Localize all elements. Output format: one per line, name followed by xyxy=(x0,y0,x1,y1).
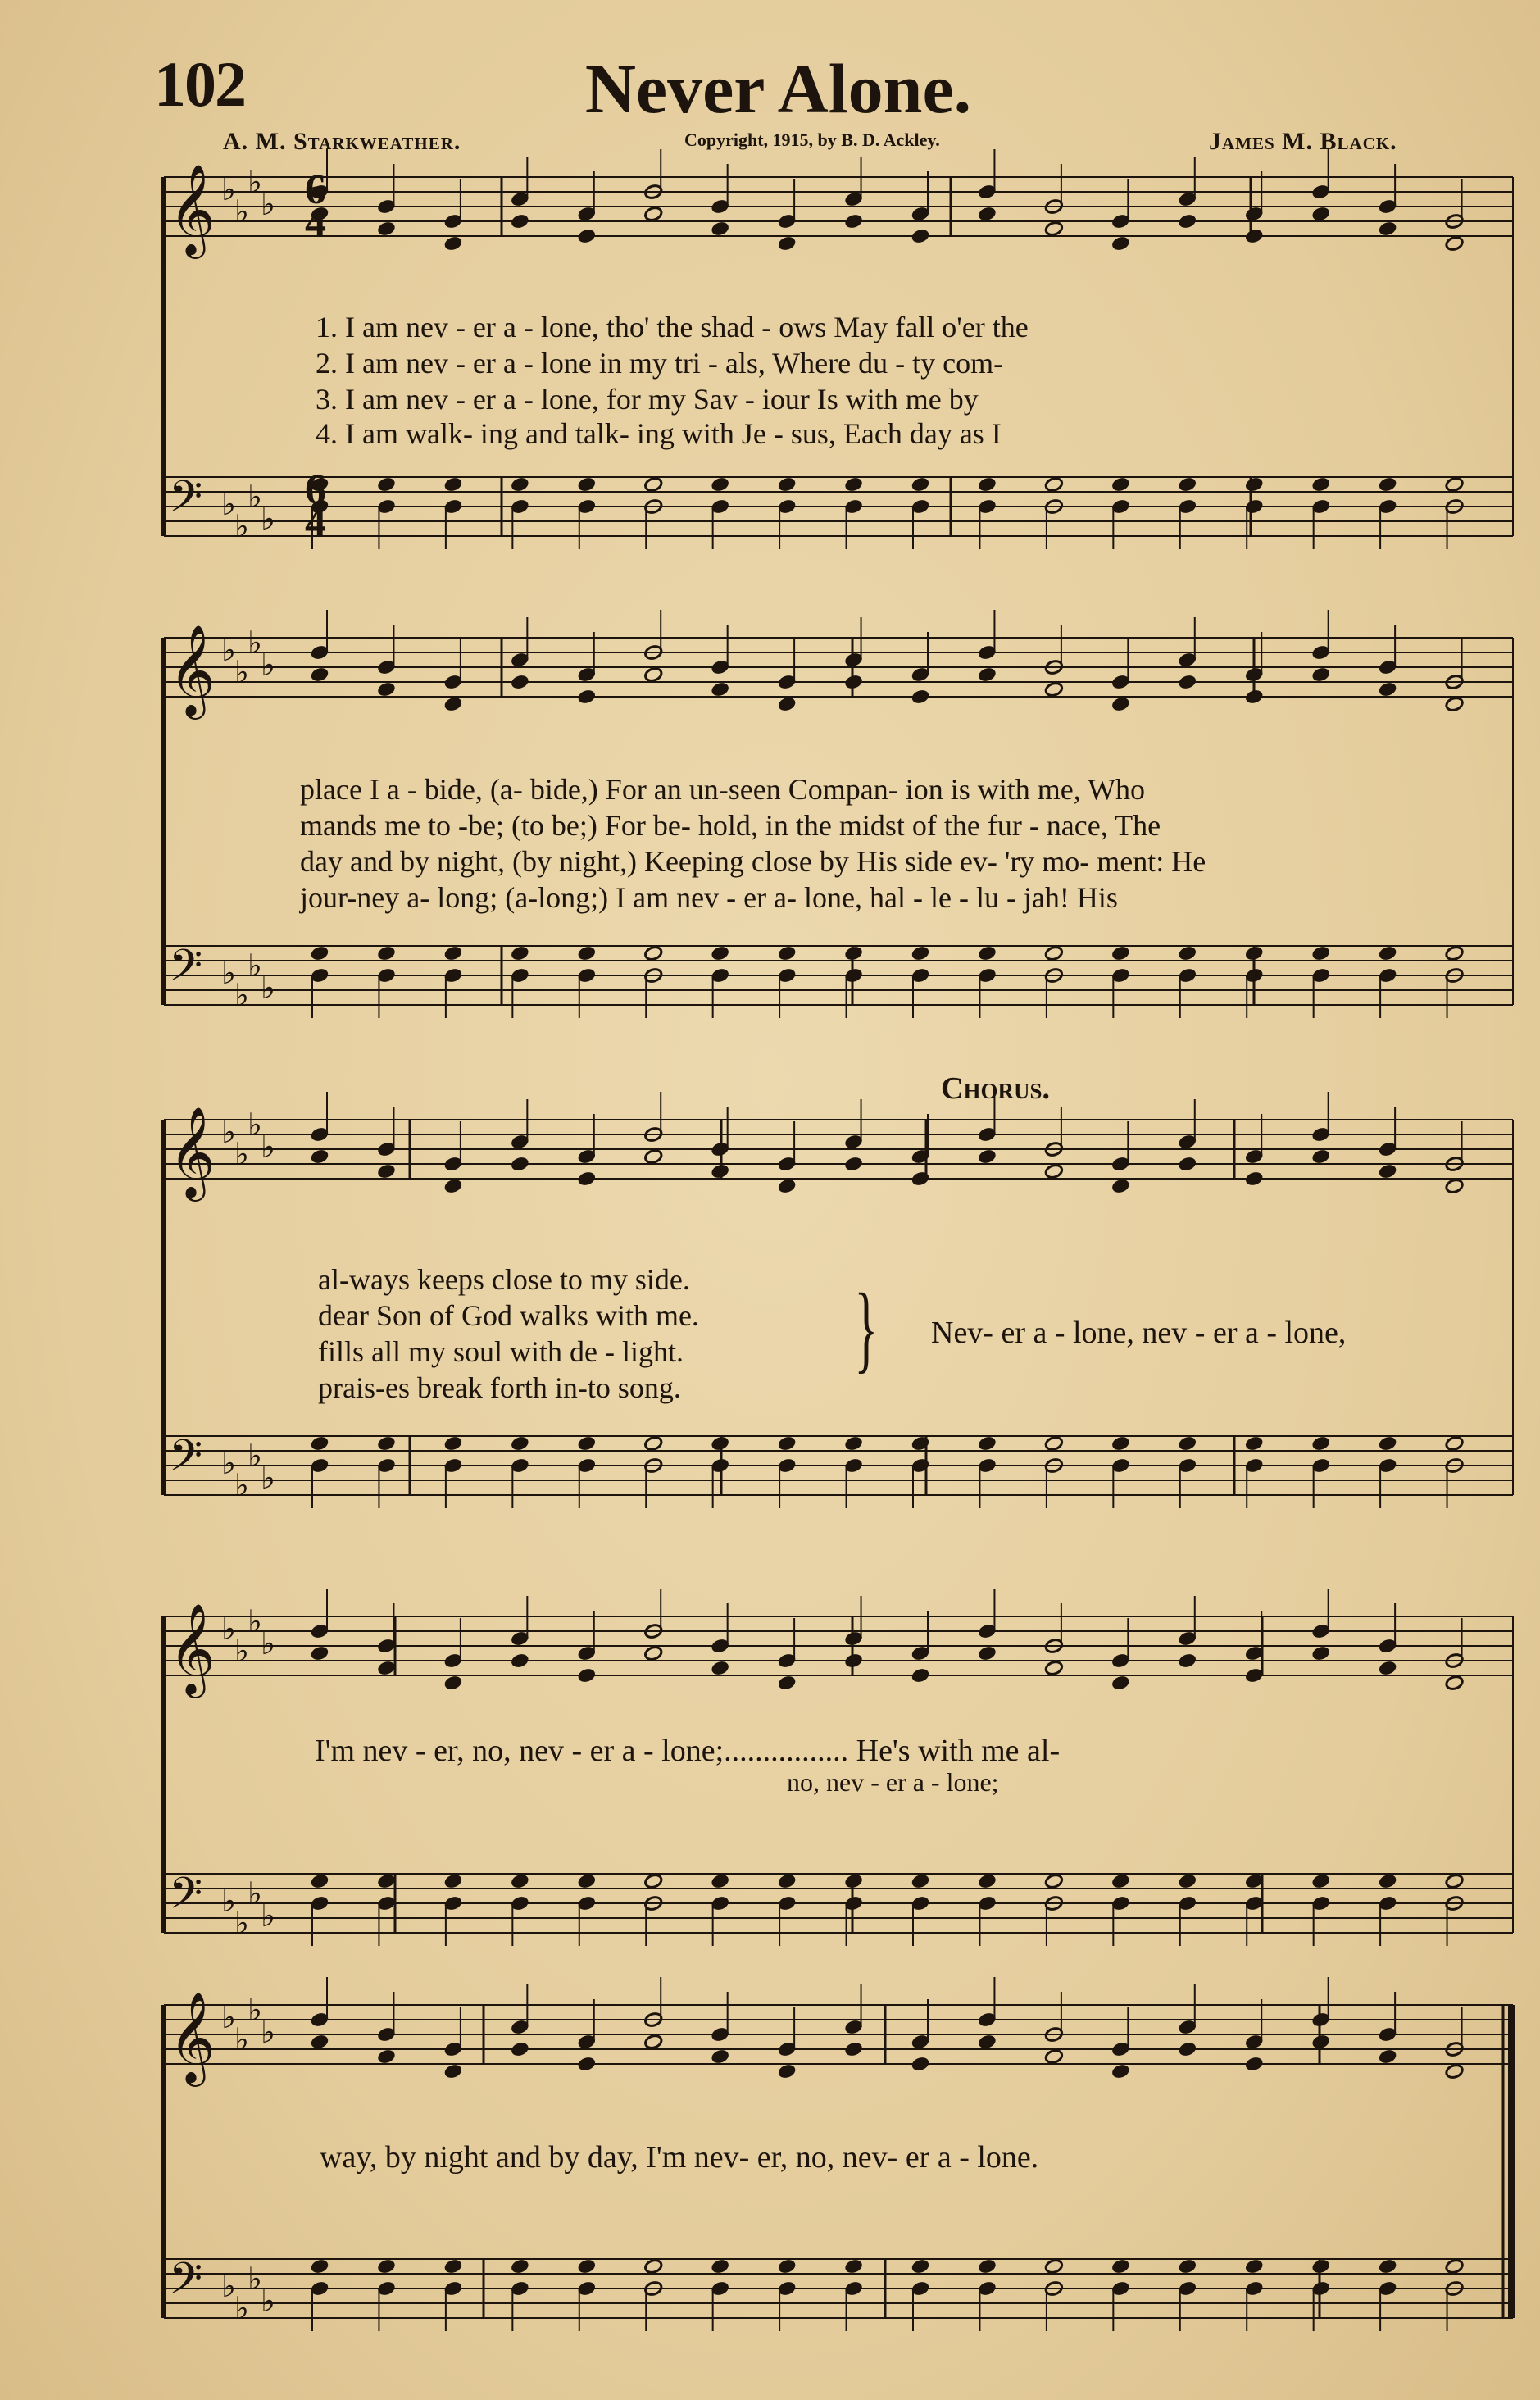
note-head xyxy=(1244,689,1264,705)
note-head xyxy=(1178,945,1197,961)
note-head xyxy=(1244,476,1264,493)
note-head xyxy=(911,228,930,244)
chorus-line-2-alto: no, nev - er a - lone; xyxy=(787,1767,999,1797)
flat-icon: ♭ xyxy=(234,977,249,1013)
note-head xyxy=(844,1156,864,1172)
flat-icon: ♭ xyxy=(261,501,275,537)
note-head xyxy=(978,206,997,222)
note-head xyxy=(1044,1163,1064,1180)
note-head xyxy=(511,1873,530,1889)
clef-glyph: 𝄞 xyxy=(169,624,216,716)
note-head xyxy=(310,2034,329,2050)
note-head xyxy=(1378,1660,1397,1676)
flat-icon: ♭ xyxy=(221,2268,236,2304)
note-head xyxy=(1378,2258,1397,2275)
note-head xyxy=(978,2034,997,2050)
note-head xyxy=(1445,476,1465,493)
note-head xyxy=(443,1675,463,1691)
note-head xyxy=(577,945,597,961)
note-head xyxy=(844,2041,864,2057)
note-head xyxy=(377,476,397,493)
note-head xyxy=(911,2056,930,2072)
verse-2-line-3: dear Son of God walks with me. xyxy=(318,1299,699,1332)
verse-1-line-2: place I a - bide, (a- bide,) For an un-seen Compan- ion is with me, Who xyxy=(300,773,1146,806)
note-head xyxy=(1111,696,1131,712)
flat-icon: ♭ xyxy=(221,171,236,207)
note-head xyxy=(711,1873,730,1889)
note-head xyxy=(643,476,663,493)
note-head xyxy=(1111,235,1131,252)
note-head xyxy=(377,220,397,237)
clef-glyph: 𝄢 xyxy=(169,2254,203,2315)
note-head xyxy=(1445,2063,1465,2080)
note-head xyxy=(1244,2056,1264,2072)
note-head xyxy=(1178,1435,1197,1452)
note-head xyxy=(1244,228,1264,244)
flat-icon: ♭ xyxy=(221,955,236,991)
verse-1-line-3: al-ways keeps close to my side. xyxy=(318,1263,690,1296)
note-head xyxy=(1378,476,1397,493)
note-head xyxy=(978,945,997,961)
verse-4-line-1: 4. I am walk- ing and talk- ing with Je - sus, Each day as I xyxy=(316,417,1002,450)
flat-icon: ♭ xyxy=(248,1875,262,1911)
note-head xyxy=(443,476,463,493)
note-head xyxy=(844,213,864,230)
note-head xyxy=(1178,1156,1197,1172)
flat-icon: ♭ xyxy=(261,1625,275,1661)
note-head xyxy=(1178,2041,1197,2057)
note-head xyxy=(577,2056,597,2072)
clef-glyph: 𝄢 xyxy=(169,941,203,1002)
note-head xyxy=(377,1873,397,1889)
note-head xyxy=(1178,213,1197,230)
hymn-number: 102 xyxy=(154,48,245,120)
note-head xyxy=(443,945,463,961)
note-head xyxy=(1378,1163,1397,1180)
note-head xyxy=(1044,1435,1064,1452)
note-head xyxy=(1111,476,1131,493)
chorus-line-2: I'm nev - er, no, nev - er a - lone;................ He's with me al- xyxy=(315,1734,1061,1768)
lyricist-credit: A. M. Starkweather. xyxy=(223,128,461,155)
note-head xyxy=(844,2258,864,2275)
note-head xyxy=(511,674,530,690)
flat-icon: ♭ xyxy=(261,2014,275,2050)
note-head xyxy=(1044,2258,1064,2275)
note-head xyxy=(1178,2258,1197,2275)
clef-glyph: 𝄞 xyxy=(169,1991,216,2083)
note-head xyxy=(1044,2048,1064,2065)
note-head xyxy=(377,1435,397,1452)
note-head xyxy=(1044,1660,1064,1676)
note-head xyxy=(1111,2258,1131,2275)
note-head xyxy=(1445,235,1465,252)
flat-icon: ♭ xyxy=(221,1611,236,1647)
note-head xyxy=(1378,1873,1397,1889)
flat-icon: ♭ xyxy=(261,2283,275,2319)
flat-icon: ♭ xyxy=(248,1107,262,1143)
flat-icon: ♭ xyxy=(234,1136,249,1172)
note-head xyxy=(844,1435,864,1452)
note-head xyxy=(844,945,864,961)
note-head xyxy=(511,213,530,230)
note-head xyxy=(1445,1675,1465,1691)
note-head xyxy=(1445,1178,1465,1194)
note-head xyxy=(1178,1652,1197,1669)
time-sig-bottom: 4 xyxy=(305,199,326,246)
note-head xyxy=(1445,945,1465,961)
note-head xyxy=(777,2063,797,2080)
clef-glyph: 𝄞 xyxy=(169,163,216,255)
verse-1-line-1: 1. I am nev - er a - lone, tho' the shad - ows May fall o'er the xyxy=(316,311,1029,343)
note-head xyxy=(443,235,463,252)
note-head xyxy=(1244,1435,1264,1452)
flat-icon: ♭ xyxy=(221,1445,236,1481)
flat-icon: ♭ xyxy=(248,1603,262,1639)
verse-2-line-1: 2. I am nev - er a - lone in my tri - als, Where du - ty com- xyxy=(316,347,1004,380)
note-head xyxy=(978,2258,997,2275)
note-head xyxy=(844,476,864,493)
note-head xyxy=(844,674,864,690)
note-head xyxy=(643,2034,663,2050)
clef-glyph: 𝄢 xyxy=(169,472,203,533)
note-head xyxy=(1111,1675,1131,1691)
note-head xyxy=(643,1435,663,1452)
clef-glyph: 𝄢 xyxy=(169,1869,203,1930)
note-head xyxy=(310,666,329,683)
note-head xyxy=(577,1435,597,1452)
note-head xyxy=(511,2258,530,2275)
note-head xyxy=(377,945,397,961)
note-head xyxy=(844,1652,864,1669)
note-head xyxy=(577,689,597,705)
note-head xyxy=(711,1660,730,1676)
note-head xyxy=(511,1652,530,1669)
note-head xyxy=(777,1873,797,1889)
note-head xyxy=(443,1435,463,1452)
note-head xyxy=(577,1170,597,1187)
note-head xyxy=(643,945,663,961)
verse-3-line-2: day and by night, (by night,) Keeping close by His side ev- 'ry mo- ment: He xyxy=(300,845,1206,878)
note-head xyxy=(310,1148,329,1165)
clef-glyph: 𝄞 xyxy=(169,1602,216,1694)
note-head xyxy=(1044,220,1064,237)
verse-3-line-1: 3. I am nev - er a - lone, for my Sav - iour Is with me by xyxy=(316,383,979,416)
flat-icon: ♭ xyxy=(234,2290,249,2326)
note-head xyxy=(978,1148,997,1165)
note-head xyxy=(1244,1170,1264,1187)
note-head xyxy=(643,666,663,683)
flat-icon: ♭ xyxy=(221,1114,236,1150)
chorus-line-3: way, by night and by day, I'm nev- er, no, nev- er a - lone. xyxy=(320,2140,1039,2175)
flat-icon: ♭ xyxy=(261,186,275,222)
note-head xyxy=(511,2041,530,2057)
note-head xyxy=(377,2048,397,2065)
time-signature-bass xyxy=(305,466,326,546)
flat-icon: ♭ xyxy=(248,948,262,984)
note-head xyxy=(1244,945,1264,961)
flat-icon: ♭ xyxy=(248,1438,262,1474)
flat-icon: ♭ xyxy=(261,1898,275,1934)
composer-credit: James M. Black. xyxy=(1209,128,1397,155)
note-head xyxy=(844,1873,864,1889)
note-head xyxy=(1445,1435,1465,1452)
note-head xyxy=(777,476,797,493)
note-head xyxy=(1044,681,1064,698)
note-head xyxy=(377,1163,397,1180)
note-head xyxy=(911,1873,930,1889)
flat-icon: ♭ xyxy=(221,1999,236,2035)
note-head xyxy=(1311,1148,1331,1165)
note-head xyxy=(777,1435,797,1452)
note-head xyxy=(443,2063,463,2080)
note-head xyxy=(911,1667,930,1684)
note-head xyxy=(711,2048,730,2065)
time-sig-bottom-bass: 4 xyxy=(305,499,326,546)
flat-icon: ♭ xyxy=(234,1905,249,1941)
note-head xyxy=(711,681,730,698)
note-head xyxy=(978,1435,997,1452)
note-head xyxy=(377,2258,397,2275)
note-head xyxy=(643,1873,663,1889)
note-head xyxy=(777,235,797,252)
note-head xyxy=(777,2258,797,2275)
note-head xyxy=(1311,1873,1331,1889)
verse-4-line-2: jour-ney a- long; (a-long;) I am nev - er a- lone, hal - le - lu - jah! His xyxy=(300,881,1118,914)
chorus-label: Chorus. xyxy=(941,1071,1050,1106)
clef-glyph: 𝄢 xyxy=(169,1431,203,1492)
note-head xyxy=(1244,1873,1264,1889)
note-head xyxy=(643,206,663,222)
note-head xyxy=(1044,945,1064,961)
note-head xyxy=(1111,2063,1131,2080)
note-head xyxy=(443,2258,463,2275)
note-head xyxy=(1178,1873,1197,1889)
verse-4-line-3: prais-es break forth in-to song. xyxy=(318,1371,681,1404)
chorus-line-1: Nev- er a - lone, nev - er a - lone, xyxy=(931,1316,1347,1350)
note-head xyxy=(911,2258,930,2275)
note-head xyxy=(1445,2258,1465,2275)
note-head xyxy=(711,2258,730,2275)
note-head xyxy=(1378,945,1397,961)
note-head xyxy=(310,945,329,961)
note-head xyxy=(443,696,463,712)
note-head xyxy=(1311,1435,1331,1452)
note-head xyxy=(1244,2258,1264,2275)
note-head xyxy=(577,1873,597,1889)
flat-icon: ♭ xyxy=(261,970,275,1006)
verse-3-line-3: fills all my soul with de - light. xyxy=(318,1335,684,1368)
flat-icon: ♭ xyxy=(248,164,262,200)
note-head xyxy=(1378,2048,1397,2065)
note-head xyxy=(1044,1873,1064,1889)
note-head xyxy=(1311,666,1331,683)
verse-2-line-2: mands me to -be; (to be;) For be- hold, in the midst of the fur - nace, The xyxy=(300,809,1161,842)
note-head xyxy=(1378,220,1397,237)
flat-icon: ♭ xyxy=(221,632,236,668)
note-head xyxy=(978,1645,997,1661)
flat-icon: ♭ xyxy=(234,1633,249,1669)
note-head xyxy=(1445,696,1465,712)
note-head xyxy=(1178,476,1197,493)
note-head xyxy=(377,681,397,698)
note-head xyxy=(511,1435,530,1452)
time-signature-treble xyxy=(305,166,326,246)
note-head xyxy=(777,1178,797,1194)
note-head xyxy=(777,945,797,961)
note-head xyxy=(911,945,930,961)
note-head xyxy=(310,1435,329,1452)
flat-icon: ♭ xyxy=(234,193,249,230)
flat-icon: ♭ xyxy=(234,508,249,544)
note-head xyxy=(1111,945,1131,961)
note-head xyxy=(1311,2258,1331,2275)
note-head xyxy=(1378,681,1397,698)
note-head xyxy=(577,2258,597,2275)
note-head xyxy=(1111,1435,1131,1452)
note-head xyxy=(310,2258,329,2275)
note-head xyxy=(1311,2034,1331,2050)
note-head xyxy=(711,1163,730,1180)
note-head xyxy=(1311,945,1331,961)
note-head xyxy=(310,1873,329,1889)
flat-icon: ♭ xyxy=(261,1460,275,1496)
flat-icon: ♭ xyxy=(234,2021,249,2057)
flat-icon: ♭ xyxy=(221,1883,236,1919)
note-head xyxy=(777,1675,797,1691)
note-head xyxy=(711,945,730,961)
note-head xyxy=(511,945,530,961)
note-head xyxy=(978,666,997,683)
flat-icon: ♭ xyxy=(261,1129,275,1165)
note-head xyxy=(978,1873,997,1889)
note-head xyxy=(643,1148,663,1165)
time-sig-top: 6 xyxy=(305,166,326,213)
flat-icon: ♭ xyxy=(248,2261,262,2297)
note-head xyxy=(711,1435,730,1452)
note-head xyxy=(1445,1873,1465,1889)
flat-icon: ♭ xyxy=(248,479,262,515)
flat-icon: ♭ xyxy=(234,1467,249,1503)
note-head xyxy=(577,476,597,493)
note-head xyxy=(577,228,597,244)
copyright-notice: Copyright, 1915, by B. D. Ackley. xyxy=(684,130,940,150)
note-head xyxy=(911,476,930,493)
note-head xyxy=(1311,1645,1331,1661)
note-head xyxy=(1311,206,1331,222)
flat-icon: ♭ xyxy=(234,654,249,690)
note-head xyxy=(1244,1667,1264,1684)
note-head xyxy=(377,1660,397,1676)
note-head xyxy=(978,476,997,493)
flat-icon: ♭ xyxy=(221,486,236,522)
note-head xyxy=(1378,1435,1397,1452)
note-head xyxy=(443,1873,463,1889)
flat-icon: ♭ xyxy=(248,1992,262,2028)
note-head xyxy=(643,1645,663,1661)
note-head xyxy=(1311,476,1331,493)
time-sig-top-bass: 6 xyxy=(305,466,326,513)
note-head xyxy=(643,2258,663,2275)
verse-brace: } xyxy=(854,1273,879,1382)
note-head xyxy=(577,1667,597,1684)
hymn-title: Never Alone. xyxy=(584,49,972,128)
flat-icon: ♭ xyxy=(261,647,275,683)
note-head xyxy=(1178,674,1197,690)
note-head xyxy=(511,476,530,493)
note-head xyxy=(1044,476,1064,493)
note-head xyxy=(711,220,730,237)
note-head xyxy=(711,476,730,493)
note-head xyxy=(443,1178,463,1194)
note-head xyxy=(310,1645,329,1661)
note-head xyxy=(1111,1178,1131,1194)
clef-glyph: 𝄞 xyxy=(169,1106,216,1198)
note-head xyxy=(1111,1873,1131,1889)
note-head xyxy=(911,689,930,705)
note-head xyxy=(777,696,797,712)
note-head xyxy=(511,1156,530,1172)
flat-icon: ♭ xyxy=(248,625,262,661)
